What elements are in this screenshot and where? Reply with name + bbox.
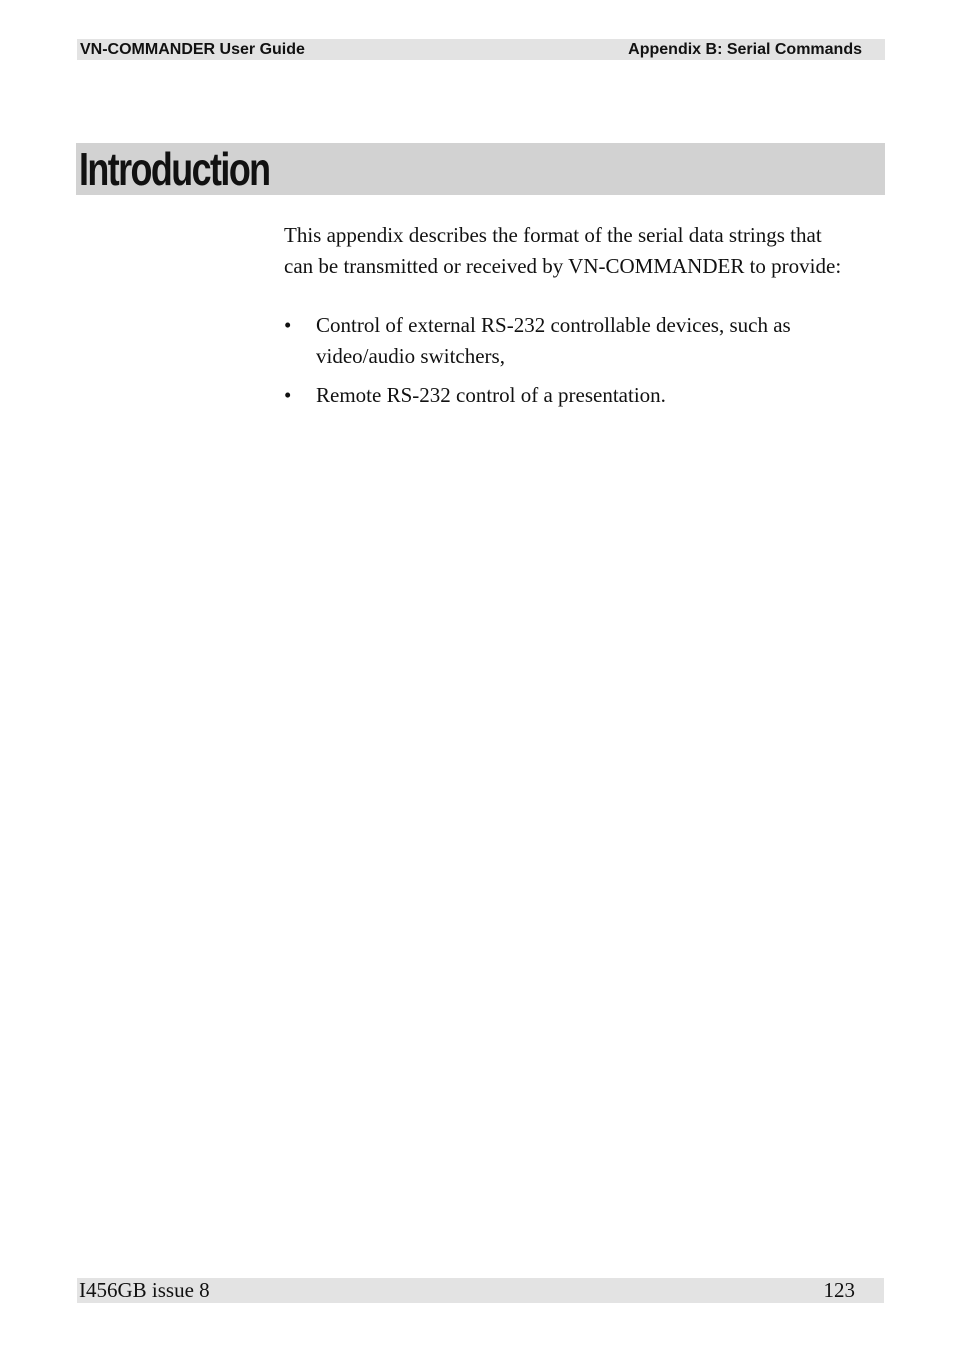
bullet-icon: • <box>284 383 292 407</box>
header-section-title: Appendix B: Serial Commands <box>628 41 862 58</box>
intro-paragraph: This appendix describes the format of the serial data strings that can be transmitted or received by VN-COMMANDER to provide: <box>284 223 842 278</box>
list-item <box>284 310 854 372</box>
bullet-icon: • <box>284 313 292 337</box>
running-footer <box>77 1278 884 1303</box>
list-item-text: Control of external RS-232 controllable devices, such as video/audio switchers, <box>316 313 791 368</box>
footer-doc-id: I456GB issue 8 <box>79 1278 210 1302</box>
page-number: 123 <box>823 1278 855 1302</box>
running-header <box>77 39 885 60</box>
list-item-text: Remote RS-232 control of a presentation. <box>316 383 666 407</box>
bullet-list <box>284 310 854 411</box>
page-title: Introduction <box>79 143 270 195</box>
header-guide-title: VN-COMMANDER User Guide <box>80 41 305 58</box>
section-title-bar <box>76 143 885 195</box>
list-item <box>284 380 854 411</box>
body-content <box>284 220 854 419</box>
